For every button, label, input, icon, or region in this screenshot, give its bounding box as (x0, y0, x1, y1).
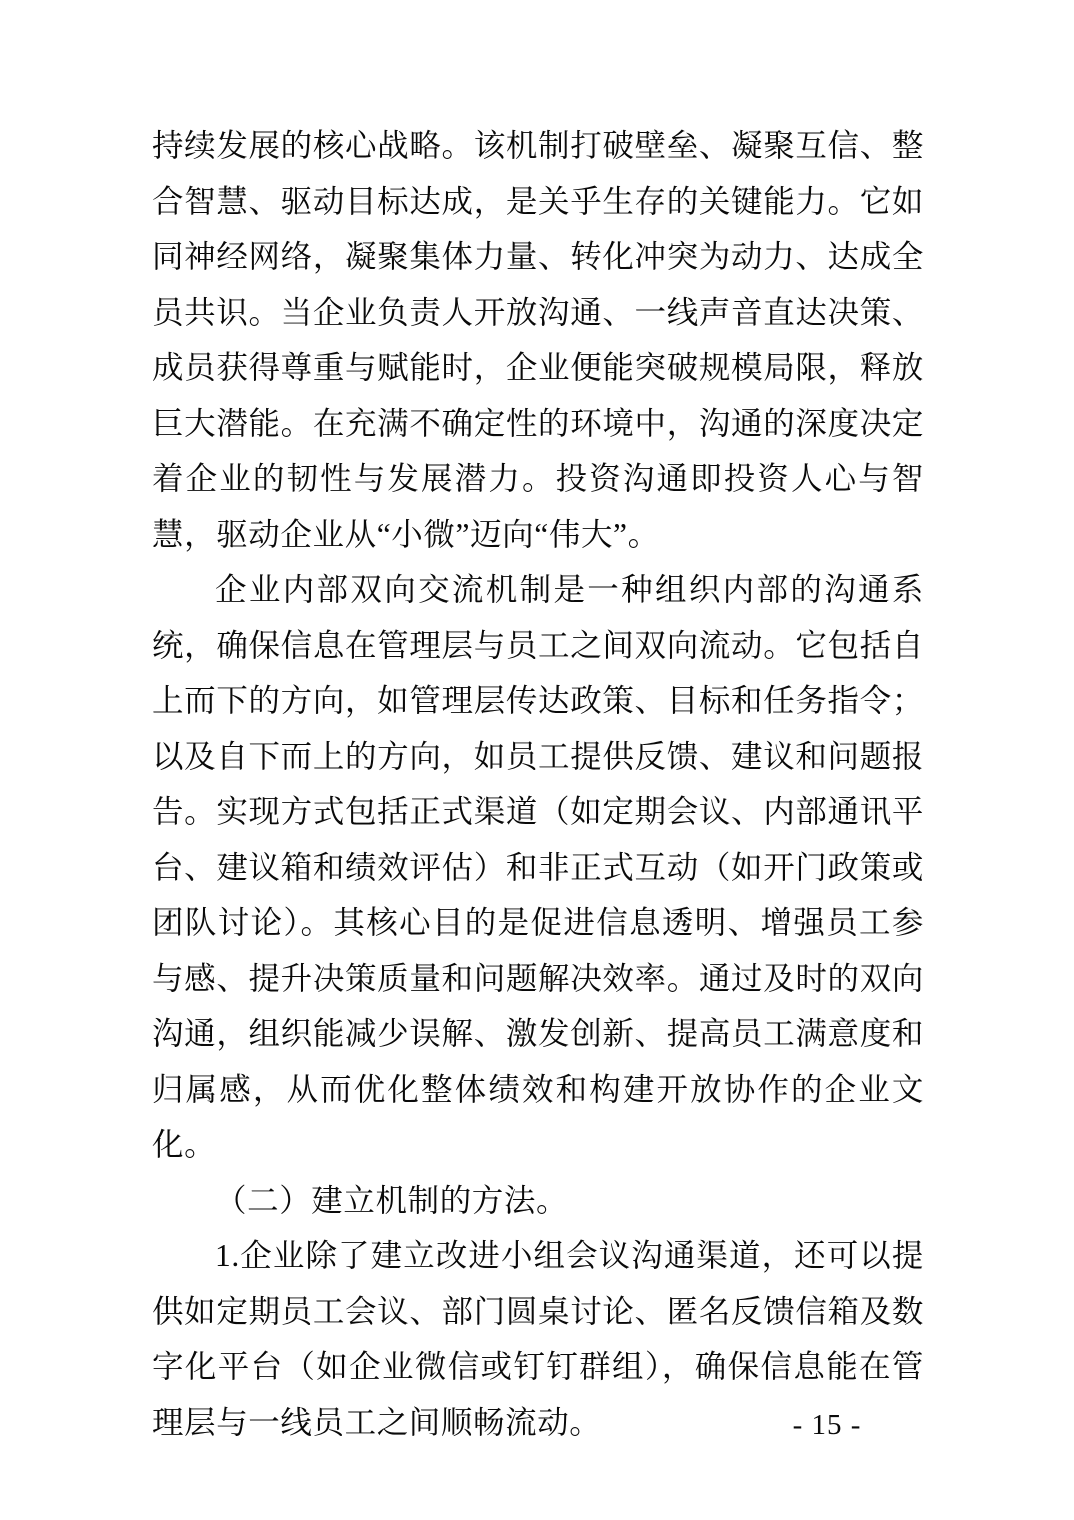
paragraph-list-item-1: 1.企业除了建立改进小组会议沟通渠道，还可以提供如定期员工会议、部门圆桌讨论、匿名反馈信箱及数字化平台（如企业微信或钉钉群组），确保信息能在管理层与一线员工之间顺畅流动。 (152, 1238, 924, 1440)
page-number: - 15 - (792, 1409, 862, 1441)
paragraph-continuation: 持续发展的核心战略。该机制打破壁垒、凝聚互信、整合智慧、驱动目标达成，是关乎生存的关键能力。它如同神经网络，凝聚集体力量、转化冲突为动力、达成全员共识。当企业负责人开放沟通、一线声音直达决策、成员获得尊重与赋能时，企业便能突破规模局限，释放巨大潜能。在充满不确定性的环境中，沟通的深度决定着企业的韧性与发展潜力。投资沟通即投资人心与智慧，驱动企业从“小微”迈向“伟大”。 (152, 128, 924, 552)
paragraph-definition: 企业内部双向交流机制是一种组织内部的沟通系统，确保信息在管理层与员工之间双向流动。它包括自上而下的方向，如管理层传达政策、目标和任务指令；以及自下而上的方向，如员工提供反馈、建议和问题报告。实现方式包括正式渠道（如定期会议、内部通讯平台、建议箱和绩效评估）和非正式互动（如开门政策或团队讨论）。其核心目的是促进信息透明、增强员工参与感、提升决策质量和问题解决效率。通过及时的双向沟通，组织能减少误解、激发创新、提高员工满意度和归属感，从而优化整体绩效和构建开放协作的企业文化。 (152, 572, 924, 1162)
page-footer (0, 1409, 1074, 1442)
page-body (152, 118, 924, 1450)
paragraph-section-heading: （二）建立机制的方法。 (215, 1182, 569, 1218)
